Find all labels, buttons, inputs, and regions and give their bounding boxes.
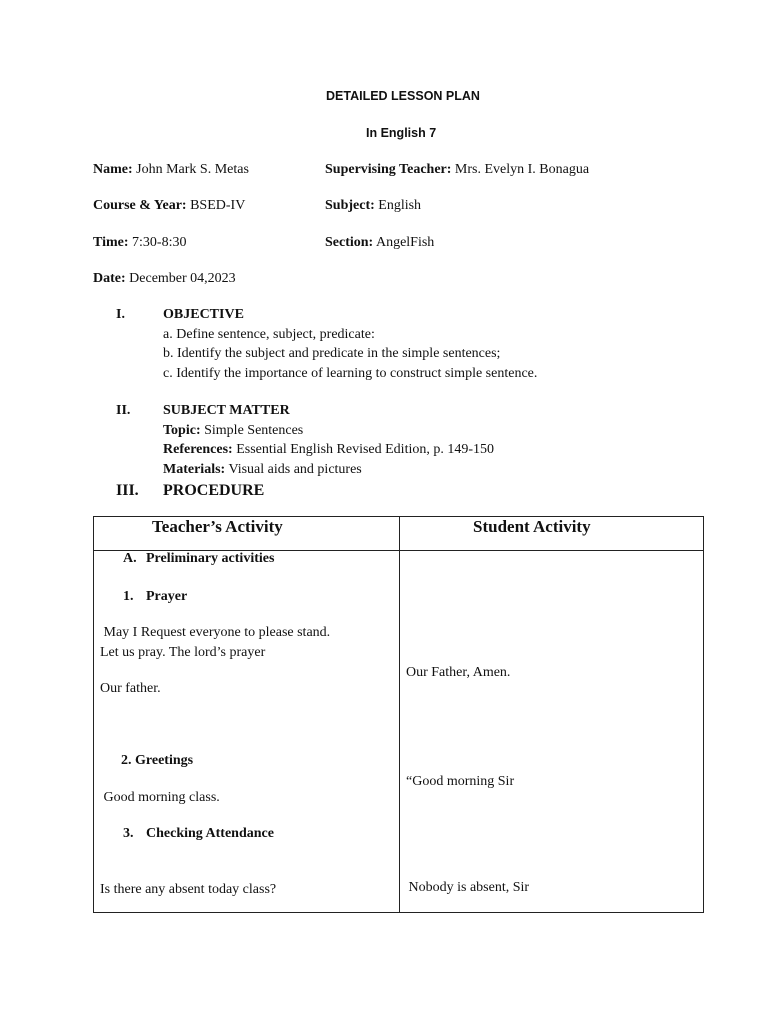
table-column-divider (399, 516, 400, 913)
subject-label: Subject: (325, 198, 375, 213)
course-value: BSED-IV (190, 198, 246, 213)
student-prayer-response: Our Father, Amen. (406, 665, 511, 680)
subject-matter-numeral: II. (116, 403, 131, 418)
preliminary-heading: Preliminary activities (146, 551, 275, 566)
document-title: DETAILED LESSON PLAN (326, 89, 480, 103)
prayer-marker: 1. (123, 589, 134, 604)
attendance-marker: 3. (123, 826, 134, 841)
topic-label: Topic: (163, 423, 201, 438)
supervisor-label: Supervising Teacher: (325, 162, 452, 177)
greetings-line: Good morning class. (100, 790, 220, 805)
subject-value: English (378, 198, 422, 213)
name-row (93, 162, 249, 178)
time-row (93, 235, 186, 251)
objective-item: a. Define sentence, subject, predicate: (163, 327, 375, 342)
table-right-border (703, 516, 704, 913)
objective-heading: OBJECTIVE (163, 307, 244, 322)
student-greeting-response: “Good morning Sir (406, 774, 515, 789)
attendance-line: Is there any absent today class? (100, 882, 277, 897)
date-value: December 04,2023 (129, 271, 236, 286)
prayer-line: Let us pray. The lord’s prayer (100, 645, 266, 660)
section-row (325, 235, 434, 251)
document-subtitle: In English 7 (366, 126, 437, 140)
name-label: Name: (93, 162, 133, 177)
date-row (93, 271, 236, 287)
prayer-line: May I Request everyone to please stand. (100, 625, 331, 640)
time-label: Time: (93, 235, 129, 250)
materials-row (163, 462, 362, 478)
date-label: Date: (93, 271, 126, 286)
objective-item: c. Identify the importance of learning to construct simple sentence. (163, 366, 538, 381)
objective-numeral: I. (116, 307, 125, 322)
subject-matter-heading: SUBJECT MATTER (163, 403, 290, 418)
procedure-numeral: III. (116, 482, 139, 499)
student-attendance-response: Nobody is absent, Sir (405, 880, 530, 895)
objective-item: b. Identify the subject and predicate in the simple sentences; (163, 346, 501, 361)
supervisor-value: Mrs. Evelyn I. Bonagua (454, 162, 590, 177)
table-left-border (93, 516, 94, 913)
materials-value: Visual aids and pictures (228, 462, 362, 477)
references-value: Essential English Revised Edition, p. 149-150 (236, 442, 495, 457)
procedure-heading: PROCEDURE (163, 482, 265, 499)
greetings-heading: 2. Greetings (121, 753, 194, 768)
teacher-activity-header: Teacher’s Activity (152, 517, 283, 536)
section-a-marker: A. (123, 551, 137, 566)
references-label: References: (163, 442, 233, 457)
name-value: John Mark S. Metas (136, 162, 249, 177)
attendance-heading: Checking Attendance (146, 826, 274, 841)
course-label: Course & Year: (93, 198, 187, 213)
course-row (93, 198, 245, 214)
section-value: AngelFish (375, 235, 435, 250)
topic-value: Simple Sentences (204, 423, 304, 438)
subject-row (325, 198, 421, 214)
time-value: 7:30-8:30 (132, 235, 187, 250)
student-activity-header: Student Activity (473, 517, 591, 536)
supervisor-row (325, 162, 589, 178)
prayer-heading: Prayer (146, 589, 188, 604)
references-row (163, 442, 494, 458)
section-label: Section: (325, 235, 374, 250)
prayer-line: Our father. (100, 681, 161, 696)
topic-row (163, 423, 303, 439)
materials-label: Materials: (163, 462, 226, 477)
